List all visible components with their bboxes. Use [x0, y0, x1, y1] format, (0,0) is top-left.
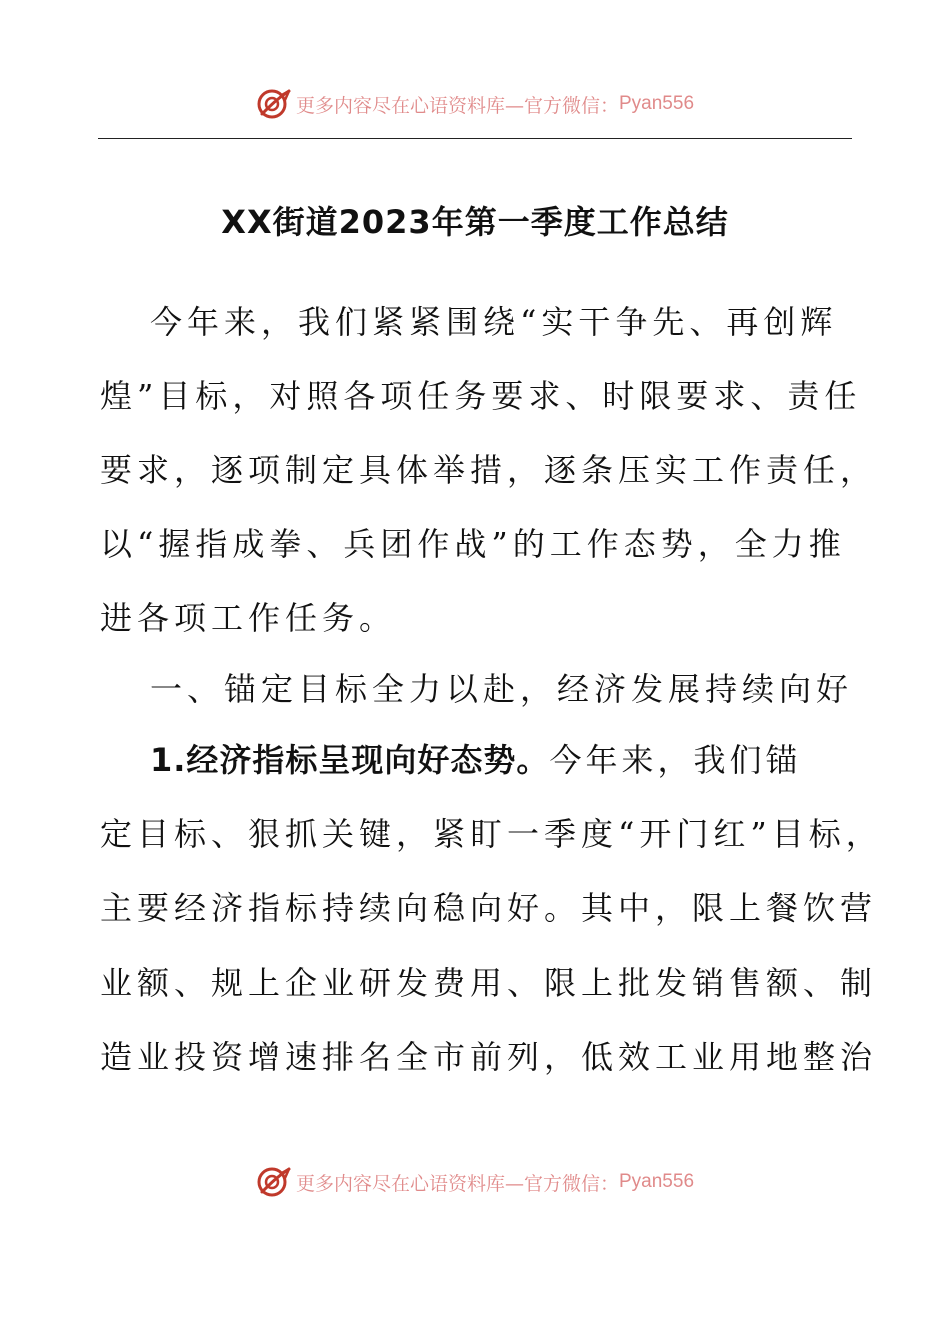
watermark-logo-icon	[256, 86, 292, 122]
paragraph-line: 今年来，我们紧紧围绕“实干争先、再创辉	[150, 303, 838, 341]
paragraph-line: 造业投资增速排名全市前列，低效工业用地整治	[100, 1038, 878, 1076]
paragraph-line: 煌”目标，对照各项任务要求、时限要求、责任	[100, 377, 862, 415]
paragraph-line: 要求，逐项制定具体举措，逐条压实工作责任，	[100, 451, 878, 489]
header-watermark	[0, 84, 950, 124]
paragraph-line: 以“握指成拳、兵团作战”的工作态势，全力推	[100, 525, 846, 563]
watermark-logo-icon	[256, 1164, 292, 1200]
item-heading-line	[150, 738, 801, 782]
item-heading: 1.经济指标呈现向好态势。	[150, 741, 550, 779]
footer-watermark	[0, 1162, 950, 1202]
paragraph-line: 进各项工作任务。	[100, 599, 397, 637]
header-divider	[98, 138, 852, 139]
paragraph-line: 业额、规上企业研发费用、限上批发销售额、制	[100, 964, 878, 1002]
watermark-text: 更多内容尽在心语资料库—官方微信：	[295, 94, 619, 117]
paragraph-line: 定目标、狠抓关键，紧盯一季度“开门红”目标，	[100, 815, 883, 853]
paragraph-line: 主要经济指标持续向稳向好。其中，限上餐饮营	[100, 889, 878, 927]
watermark-wechat-id: Pyan556	[619, 93, 695, 114]
watermark-text: 更多内容尽在心语资料库—官方微信：	[295, 1172, 619, 1195]
section-heading: 一、锚定目标全力以赴，经济发展持续向好	[150, 670, 854, 708]
watermark-wechat-id: Pyan556	[619, 1171, 695, 1192]
item-text: 今年来，我们锚	[549, 741, 802, 779]
document-title: XX街道2023年第一季度工作总结	[221, 203, 729, 241]
